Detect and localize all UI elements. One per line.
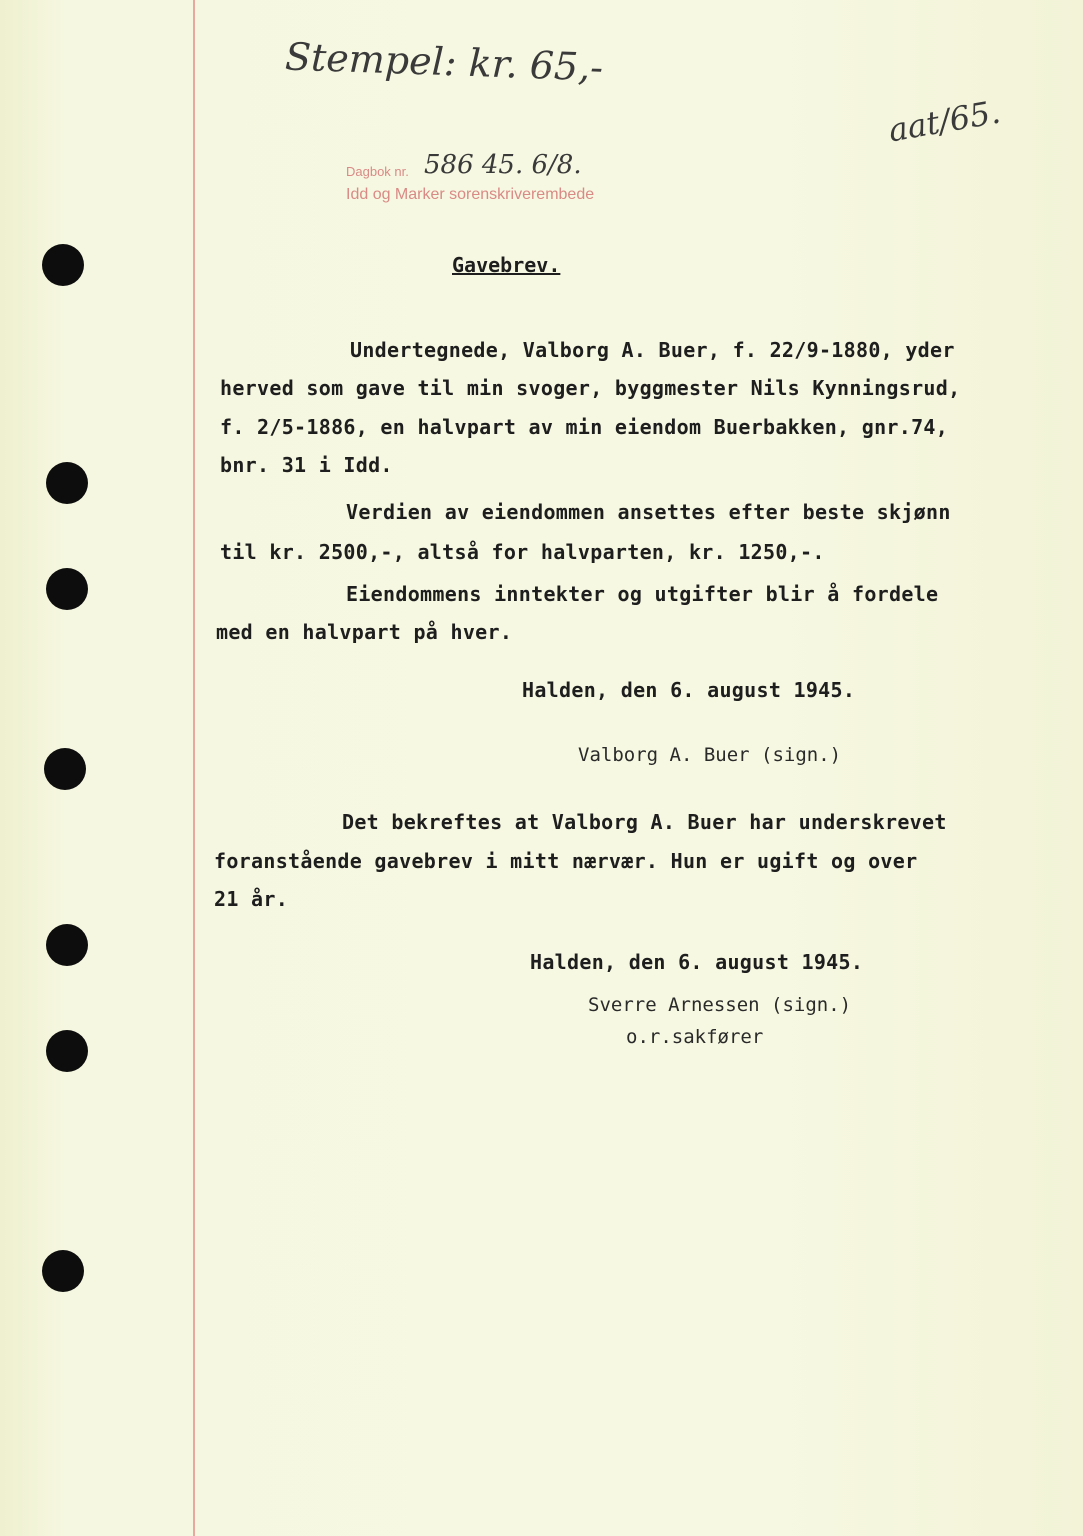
register-entry: 586 45. 6/8. [424,150,582,180]
paragraph1-line3: f. 2/5-1886, en halvpart av min eiendom Buerbakken, gnr.74, [220,415,949,439]
office-stamp: Idd og Marker sorenskriverembede [346,186,595,203]
paragraph2-line1: Verdien av eiendommen ansettes efter beste skjønn [346,500,951,524]
paragraph1-line2: herved som gave til min svoger, byggmester Nils Kynningsrud, [220,376,961,400]
document-title: Gavebrev. [452,253,561,277]
margin-line [193,0,195,1536]
paragraph1-line1: Undertegnede, Valborg A. Buer, f. 22/9-1880, yder [350,338,955,362]
place-date-1: Halden, den 6. august 1945. [522,678,856,702]
paragraph3-line1: Eiendommens inntekter og utgifter blir å fordele [346,582,939,606]
punch-hole [46,568,88,610]
paragraph4-line1: Det bekreftes at Valborg A. Buer har underskrevet [342,810,947,834]
register-prefix: Dagbok nr. [346,164,409,179]
signature-1: Valborg A. Buer (sign.) [578,744,842,766]
stamp-fee-note: Stempel: kr. 65,- [284,34,604,90]
signature-2: Sverre Arnessen (sign.) [588,994,852,1016]
paragraph4-line3: 21 år. [214,887,289,911]
punch-hole [46,462,88,504]
corner-note: aat/65. [885,92,1004,150]
punch-hole [42,244,84,286]
paragraph1-line4: bnr. 31 i Idd. [220,453,393,477]
place-date-2: Halden, den 6. august 1945. [530,950,864,974]
punch-hole [46,924,88,966]
punch-hole [46,1030,88,1072]
paragraph2-line2: til kr. 2500,-, altså for halvparten, kr. 1250,-. [220,540,825,564]
punch-hole [44,748,86,790]
paragraph3-line2: med en halvpart på hver. [216,620,513,644]
paragraph4-line2: foranstående gavebrev i mitt nærvær. Hun er ugift og over [214,849,918,873]
signature-2-title: o.r.sakfører [626,1026,764,1048]
punch-hole [42,1250,84,1292]
